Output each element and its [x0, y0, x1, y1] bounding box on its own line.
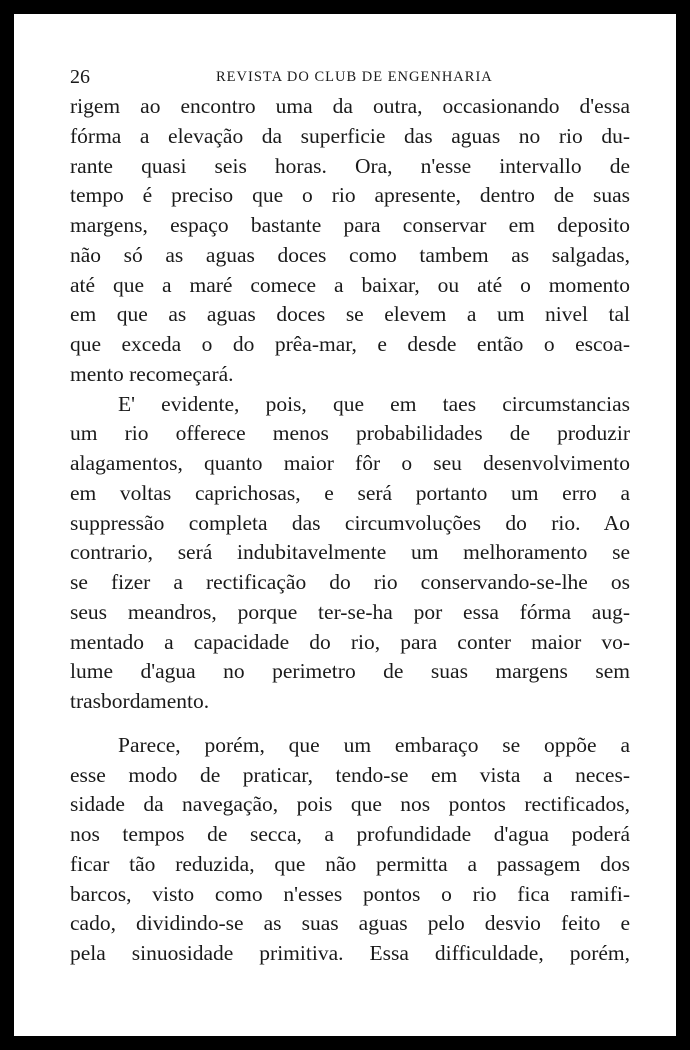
text-line: suppressão completa das circumvoluções do rio. Ao [70, 510, 630, 535]
text-line: nos tempos de secca, a profundidade d'agua poderá [70, 822, 630, 846]
text-line: não só as aguas doces como tambem as salgadas, [70, 242, 630, 267]
text-line: mentado a capacidade do rio, para conter maior vo- [70, 629, 630, 654]
book-page [14, 14, 676, 1036]
text-line: até que a maré comece a baixar, ou até o momento [70, 272, 630, 297]
text-line: que exceda o do prêa-mar, e desde então o escoa- [70, 332, 630, 356]
text-line: seus meandros, porque ter-se-ha por essa fórma aug- [70, 599, 630, 624]
text-line: ficar tão reduzida, que não permitta a passagem dos [70, 851, 630, 876]
text-line: pela sinuosidade primitiva. Essa difficuldade, porém, [70, 941, 630, 965]
text-line: um rio offerece menos probabilidades de produzir [70, 421, 630, 446]
text-line: margens, espaço bastante para conservar em deposito [70, 213, 630, 237]
paragraph-2 [70, 390, 630, 717]
text-line: contrario, será indubitavelmente um melhoramento se [70, 540, 630, 565]
text-line: cado, dividindo-se as suas aguas pelo desvio feito e [70, 911, 630, 936]
paragraph-1 [70, 92, 630, 390]
body-text [70, 92, 630, 969]
text-line: sidade da navegação, pois que nos pontos rectificados, [70, 792, 630, 817]
text-line: tempo é preciso que o rio apresente, dentro de suas [70, 183, 630, 208]
text-line: lume d'agua no perimetro de suas margens sem [70, 659, 630, 684]
text-line: mento recomeçará. [70, 361, 234, 386]
text-line: se fizer a rectificação do rio conservando-se-lhe os [70, 570, 630, 594]
running-title: REVISTA DO CLUB DE ENGENHARIA [216, 69, 493, 85]
text-line: em voltas caprichosas, e será portanto um erro a [70, 480, 630, 505]
text-line: barcos, visto como n'esses pontos o rio fica ramifi- [70, 881, 630, 906]
text-line: rigem ao encontro uma da outra, occasionando d'essa [70, 94, 630, 118]
text-line: E' evidente, pois, que em taes circumstancias [118, 391, 630, 416]
text-line: em que as aguas doces se elevem a um nivel tal [70, 302, 630, 327]
text-line: esse modo de praticar, tendo-se em vista a neces- [70, 762, 630, 787]
text-line: alagamentos, quanto maior fôr o seu desenvolvimento [70, 451, 630, 475]
paragraph-spacer [70, 717, 630, 731]
paragraph-3 [70, 731, 630, 969]
running-head [70, 66, 630, 90]
page-number: 26 [70, 66, 90, 88]
text-line: trasbordamento. [70, 689, 210, 713]
text-line: fórma a elevação da superficie das aguas no rio du- [70, 123, 630, 148]
text-line: Parece, porém, que um embaraço se oppõe a [118, 732, 630, 757]
text-line: rante quasi seis horas. Ora, n'esse intervallo de [70, 153, 630, 178]
